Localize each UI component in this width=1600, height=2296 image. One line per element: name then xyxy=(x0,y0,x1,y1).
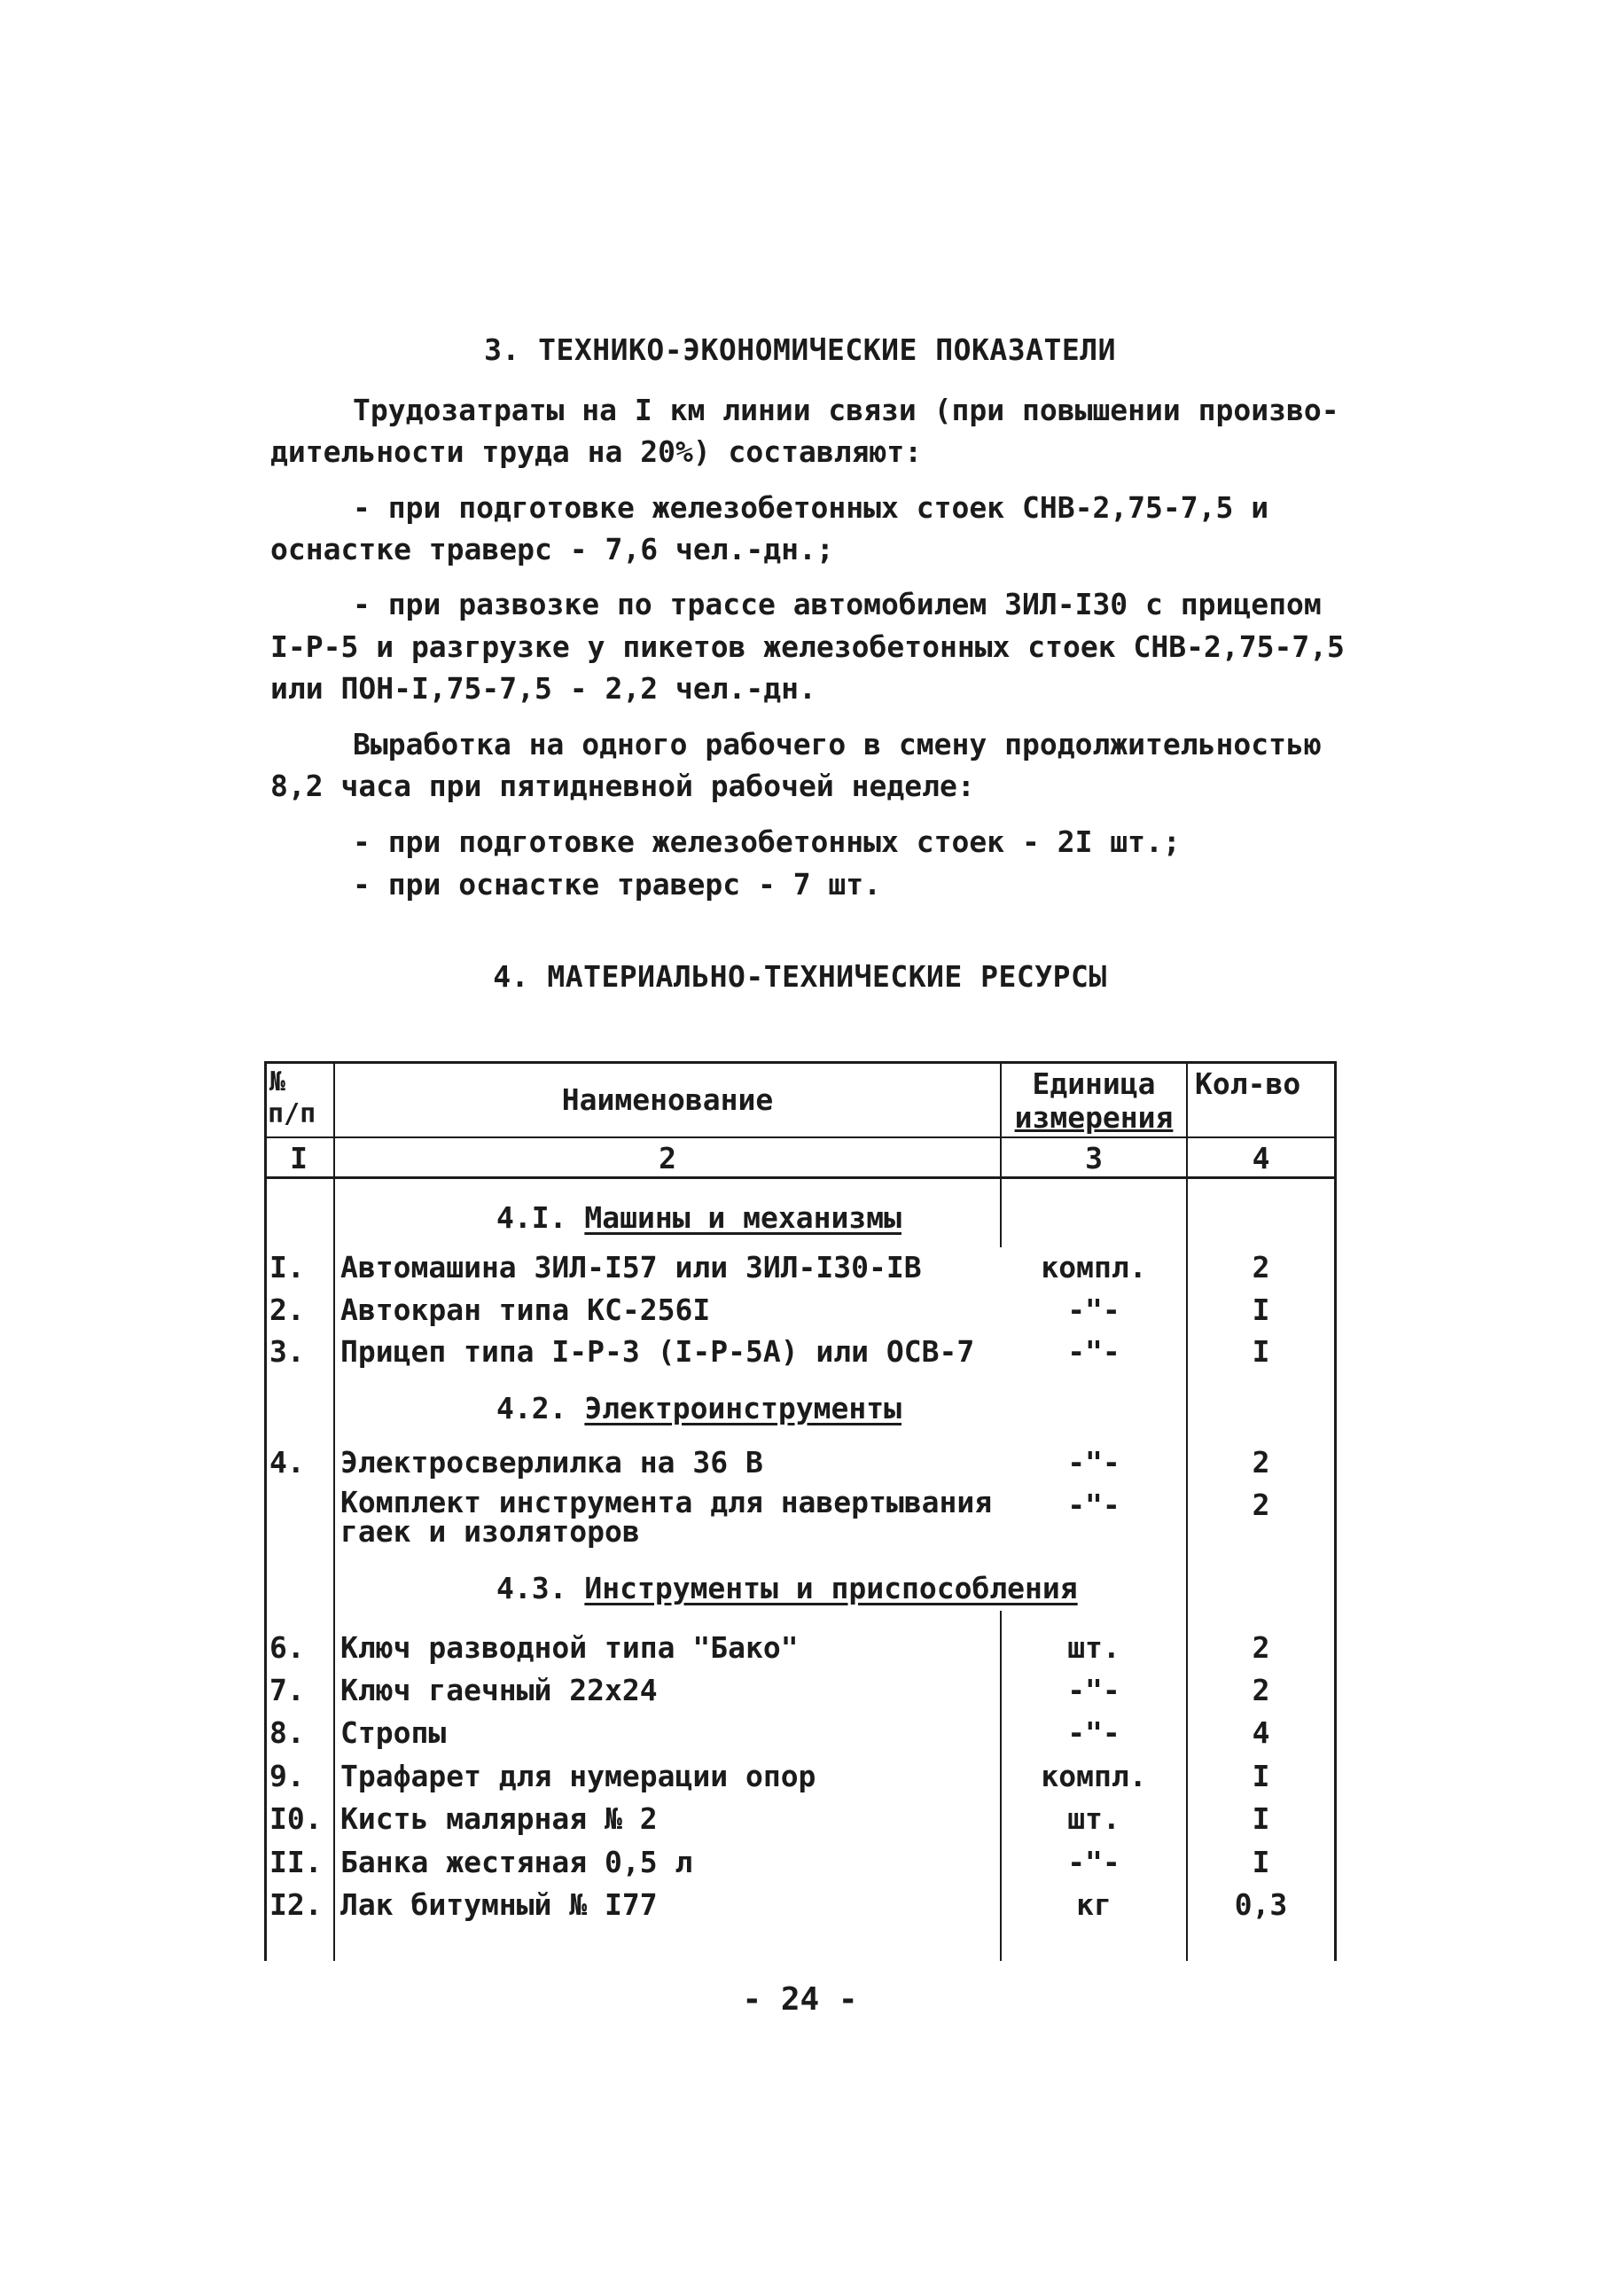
row-unit: -"- xyxy=(1067,1673,1120,1707)
header-name: Наименование xyxy=(561,1082,774,1117)
row-qty: 0,3 xyxy=(1234,1887,1288,1922)
row-qty: 2 xyxy=(1252,1488,1270,1522)
body-line: - при подготовке железобетонных стоек - 2I шт.; xyxy=(353,824,1181,859)
row-name: Трафарет для нумерации опор xyxy=(340,1759,816,1793)
row-num: 7. xyxy=(269,1673,305,1707)
row-name: Ключ гаечный 22х24 xyxy=(340,1673,658,1707)
body-line: - при оснастке траверс - 7 шт. xyxy=(353,867,882,902)
body-line: Выработка на одного рабочего в смену продолжительностью xyxy=(353,727,1322,761)
row-name: Автомашина ЗИЛ-I57 или ЗИЛ-I30-IВ xyxy=(340,1250,922,1285)
row-qty: 4 xyxy=(1252,1715,1270,1750)
row-name-line2: гаек и изоляторов xyxy=(340,1514,640,1549)
col-number: 3 xyxy=(1085,1141,1103,1175)
table-top-rule xyxy=(264,1061,1337,1064)
row-name: Лак битумный № I77 xyxy=(340,1887,658,1922)
col-rule-left xyxy=(264,1061,267,1961)
row-num: I2. xyxy=(269,1887,323,1922)
row-qty: I xyxy=(1252,1292,1270,1327)
group-title: Машины и механизмы xyxy=(584,1200,901,1235)
header-qty: Кол-во xyxy=(1195,1066,1301,1101)
row-unit: шт. xyxy=(1067,1801,1120,1836)
row-name: Прицеп типа I-Р-3 (I-Р-5А) или ОСВ-7 xyxy=(340,1334,975,1369)
col-number: I xyxy=(290,1141,308,1175)
row-num: II. xyxy=(269,1845,323,1879)
row-num: I. xyxy=(269,1250,305,1285)
row-unit: -"- xyxy=(1067,1715,1120,1750)
row-num: 6. xyxy=(269,1630,305,1665)
row-name xyxy=(340,1485,993,1549)
row-unit: -"- xyxy=(1067,1845,1120,1879)
row-qty: 2 xyxy=(1252,1673,1270,1707)
group-heading xyxy=(496,1391,901,1425)
col-number: 4 xyxy=(1252,1141,1270,1175)
body-line: - при развозке по трассе автомобилем ЗИЛ-I30 с прицепом xyxy=(353,587,1322,621)
page-number: - 24 - xyxy=(742,1981,858,2018)
row-unit: -"- xyxy=(1067,1445,1120,1480)
section-4-title: 4. МАТЕРИАЛЬНО-ТЕХНИЧЕСКИЕ РЕСУРСЫ xyxy=(493,959,1107,994)
col-rule-2-a xyxy=(1000,1176,1002,1247)
body-line: дительности труда на 20%) составляют: xyxy=(270,434,923,469)
row-unit: шт. xyxy=(1067,1630,1120,1665)
row-qty: I xyxy=(1252,1845,1270,1879)
row-num: I0. xyxy=(269,1801,323,1836)
body-line: оснастке траверс - 7,6 чел.-дн.; xyxy=(270,532,834,566)
colnum-rule xyxy=(264,1176,1337,1179)
group-title: Электроинструменты xyxy=(584,1391,901,1425)
body-line: I-Р-5 и разгрузке у пикетов железобетонных стоек СНВ-2,75-7,5 xyxy=(270,629,1345,664)
row-qty: 2 xyxy=(1252,1445,1270,1480)
group-heading xyxy=(496,1571,1078,1605)
row-name: Электросверлилка на 36 В xyxy=(340,1445,763,1480)
row-qty: 2 xyxy=(1252,1630,1270,1665)
row-num: 3. xyxy=(269,1334,305,1369)
group-number: 4.2. xyxy=(496,1391,567,1425)
row-unit: компл. xyxy=(1041,1250,1147,1285)
resources-table xyxy=(264,1061,1337,1961)
row-unit: -"- xyxy=(1067,1488,1120,1522)
group-title: Инструменты и приспособления xyxy=(584,1571,1078,1605)
body-line: или ПОН-I,75-7,5 - 2,2 чел.-дн. xyxy=(270,671,816,706)
header-rule xyxy=(264,1136,1337,1138)
row-num: 4. xyxy=(269,1445,305,1480)
col-number: 2 xyxy=(659,1141,676,1175)
col-rule-right xyxy=(1334,1061,1337,1961)
header-num-line2: п/п xyxy=(268,1098,316,1129)
row-qty: I xyxy=(1252,1334,1270,1369)
section-3-title: 3. ТЕХНИКО-ЭКОНОМИЧЕСКИЕ ПОКАЗАТЕЛИ xyxy=(484,332,1116,367)
col-rule-1 xyxy=(333,1061,335,1961)
body-line: - при подготовке железобетонных стоек СНВ-2,75-7,5 и xyxy=(353,490,1269,525)
group-heading xyxy=(496,1200,901,1235)
header-unit-line1: Единица xyxy=(1032,1066,1156,1101)
row-qty: I xyxy=(1252,1759,1270,1793)
group-number: 4.3. xyxy=(496,1571,567,1605)
row-num: 2. xyxy=(269,1292,305,1327)
header-unit-line2: измерения xyxy=(1014,1100,1174,1135)
row-unit: -"- xyxy=(1067,1292,1120,1327)
row-unit: компл. xyxy=(1041,1759,1147,1793)
row-name: Банка жестяная 0,5 л xyxy=(340,1845,693,1879)
row-name: Автокран типа КС-256I xyxy=(340,1292,711,1327)
group-number: 4.I. xyxy=(496,1200,567,1235)
row-name-line1: Комплект инструмента для навертывания xyxy=(340,1485,993,1519)
row-qty: 2 xyxy=(1252,1250,1270,1285)
row-num: 9. xyxy=(269,1759,305,1793)
row-name: Ключ разводной типа "Бако" xyxy=(340,1630,799,1665)
row-num: 8. xyxy=(269,1715,305,1750)
row-name: Стропы xyxy=(340,1715,447,1750)
row-qty: I xyxy=(1252,1801,1270,1836)
header-num-line1: № xyxy=(269,1066,286,1097)
row-unit: кг xyxy=(1076,1887,1112,1922)
row-unit: -"- xyxy=(1067,1334,1120,1369)
body-line: Трудозатраты на I км линии связи (при повышении произво- xyxy=(353,393,1339,427)
body-line: 8,2 часа при пятидневной рабочей неделе: xyxy=(270,769,975,803)
row-name: Кисть малярная № 2 xyxy=(340,1801,658,1836)
